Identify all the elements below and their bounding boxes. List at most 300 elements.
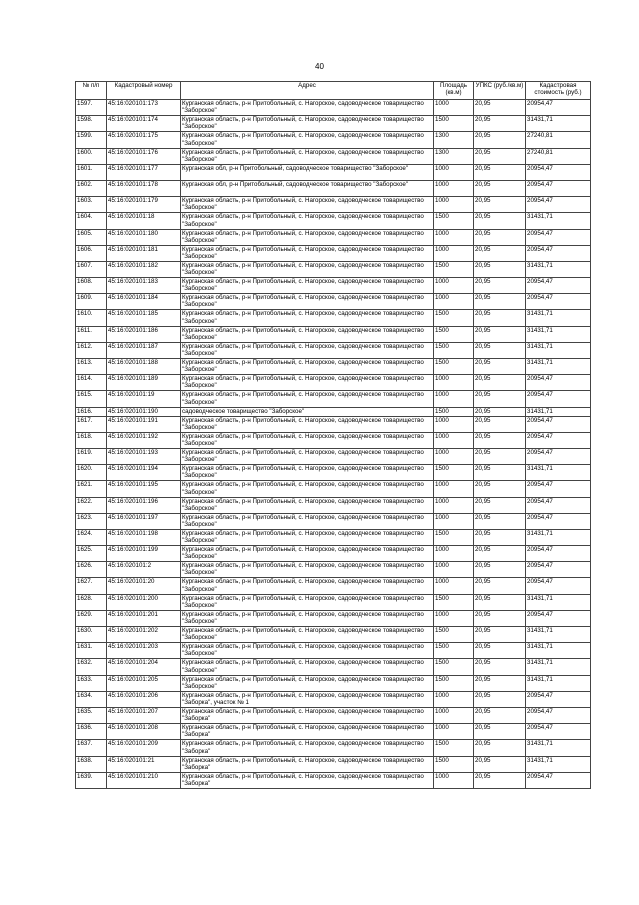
cadastral-value-cell: 20954,47 <box>526 724 591 740</box>
cadastral-value-cell: 20954,47 <box>526 578 591 594</box>
row-number-cell: 1610. <box>76 310 107 326</box>
area-cell: 1000 <box>434 278 474 294</box>
area-cell: 1000 <box>434 416 474 432</box>
row-number-cell: 1598. <box>76 116 107 132</box>
row-number-cell: 1603. <box>76 197 107 213</box>
address-cell: Курганская область, р-н Притобольный, с. Нагорское, садоводческое товарищество "Заборка" <box>181 740 434 756</box>
row-number-cell: 1632. <box>76 659 107 675</box>
row-number-cell: 1615. <box>76 391 107 407</box>
row-number-cell: 1625. <box>76 546 107 562</box>
cadastral-value-cell: 20954,47 <box>526 772 591 788</box>
area-cell: 1000 <box>434 100 474 116</box>
table-row <box>76 756 591 772</box>
address-cell: Курганская область, р-н Притобольный, с. Нагорское, садоводческое товарищество "Заборское" <box>181 116 434 132</box>
upks-cell: 20,95 <box>474 481 526 497</box>
upks-cell: 20,95 <box>474 610 526 626</box>
header-value: Кадастровая стоимость (руб.) <box>526 82 591 100</box>
table-row <box>76 448 591 464</box>
area-cell: 1000 <box>434 229 474 245</box>
cadastral-value-cell: 20954,47 <box>526 448 591 464</box>
header-cadastral: Кадастровый номер <box>107 82 181 100</box>
upks-cell: 20,95 <box>474 148 526 164</box>
cadastral-value-cell: 20954,47 <box>526 416 591 432</box>
table-row <box>76 197 591 213</box>
cadastral-value-cell: 20954,47 <box>526 100 591 116</box>
address-cell: Курганская область, р-н Притобольный, с. Нагорское, садоводческое товарищество "Заборское" <box>181 627 434 643</box>
area-cell: 1000 <box>434 294 474 310</box>
row-number-cell: 1607. <box>76 261 107 277</box>
area-cell: 1500 <box>434 740 474 756</box>
area-cell: 1500 <box>434 756 474 772</box>
table-row <box>76 294 591 310</box>
area-cell: 1000 <box>434 497 474 513</box>
table-row <box>76 116 591 132</box>
area-cell: 1000 <box>434 180 474 196</box>
area-cell: 1500 <box>434 359 474 375</box>
upks-cell: 20,95 <box>474 675 526 691</box>
address-cell: Курганская область, р-н Притобольный, с. Нагорское, садоводческое товарищество "Заборка" <box>181 772 434 788</box>
upks-cell: 20,95 <box>474 513 526 529</box>
area-cell: 1500 <box>434 643 474 659</box>
cadastral-value-cell: 20954,47 <box>526 432 591 448</box>
row-number-cell: 1612. <box>76 342 107 358</box>
address-cell: Курганская область, р-н Притобольный, с. Нагорское, садоводческое товарищество "Заборское" <box>181 213 434 229</box>
address-cell: Курганская область, р-н Притобольный, с. Нагорское, садоводческое товарищество "Заборское" <box>181 497 434 513</box>
table-row <box>76 529 591 545</box>
cadastral-number-cell: 45:16:020101:202 <box>107 627 181 643</box>
address-cell: Курганская область, р-н Притобольный, с. Нагорское, садоводческое товарищество "Заборское" <box>181 529 434 545</box>
cadastral-value-cell: 27240,81 <box>526 148 591 164</box>
area-cell: 1000 <box>434 448 474 464</box>
cadastral-number-cell: 45:16:020101:175 <box>107 132 181 148</box>
cadastral-value-cell: 20954,47 <box>526 245 591 261</box>
cadastral-value-cell: 31431,71 <box>526 756 591 772</box>
row-number-cell: 1630. <box>76 627 107 643</box>
cadastral-number-cell: 45:16:020101:20 <box>107 578 181 594</box>
cadastral-number-cell: 45:16:020101:195 <box>107 481 181 497</box>
table-row <box>76 481 591 497</box>
cadastral-number-cell: 45:16:020101:19 <box>107 391 181 407</box>
cadastral-number-cell: 45:16:020101:210 <box>107 772 181 788</box>
cadastral-value-cell: 31431,71 <box>526 594 591 610</box>
upks-cell: 20,95 <box>474 448 526 464</box>
row-number-cell: 1619. <box>76 448 107 464</box>
cadastral-number-cell: 45:16:020101:199 <box>107 546 181 562</box>
address-cell: Курганская область, р-н Притобольный, с. Нагорское, садоводческое товарищество "Заборское" <box>181 229 434 245</box>
cadastral-number-cell: 45:16:020101:173 <box>107 100 181 116</box>
upks-cell: 20,95 <box>474 342 526 358</box>
area-cell: 1000 <box>434 164 474 180</box>
table-row <box>76 391 591 407</box>
cadastral-table <box>75 81 591 789</box>
upks-cell: 20,95 <box>474 229 526 245</box>
area-cell: 1500 <box>434 594 474 610</box>
cadastral-number-cell: 45:16:020101:204 <box>107 659 181 675</box>
address-cell: Курганская область, р-н Притобольный, с. Нагорское, садоводческое товарищество "Заборка" <box>181 724 434 740</box>
upks-cell: 20,95 <box>474 546 526 562</box>
row-number-cell: 1627. <box>76 578 107 594</box>
row-number-cell: 1601. <box>76 164 107 180</box>
row-number-cell: 1634. <box>76 691 107 707</box>
table-row <box>76 643 591 659</box>
cadastral-value-cell: 31431,71 <box>526 529 591 545</box>
upks-cell: 20,95 <box>474 465 526 481</box>
cadastral-number-cell: 45:16:020101:189 <box>107 375 181 391</box>
area-cell: 1000 <box>434 481 474 497</box>
cadastral-value-cell: 20954,47 <box>526 497 591 513</box>
address-cell: Курганская область, р-н Притобольный, с. Нагорское, садоводческое товарищество "Заборское" <box>181 432 434 448</box>
upks-cell: 20,95 <box>474 180 526 196</box>
upks-cell: 20,95 <box>474 391 526 407</box>
cadastral-number-cell: 45:16:020101:197 <box>107 513 181 529</box>
row-number-cell: 1600. <box>76 148 107 164</box>
upks-cell: 20,95 <box>474 116 526 132</box>
cadastral-number-cell: 45:16:020101:198 <box>107 529 181 545</box>
header-area: Площадь (кв.м) <box>434 82 474 100</box>
table-row <box>76 213 591 229</box>
upks-cell: 20,95 <box>474 407 526 416</box>
cadastral-number-cell: 45:16:020101:187 <box>107 342 181 358</box>
cadastral-number-cell: 45:16:020101:205 <box>107 675 181 691</box>
cadastral-value-cell: 31431,71 <box>526 627 591 643</box>
table-row <box>76 659 591 675</box>
upks-cell: 20,95 <box>474 261 526 277</box>
cadastral-number-cell: 45:16:020101:196 <box>107 497 181 513</box>
area-cell: 1500 <box>434 213 474 229</box>
cadastral-number-cell: 45:16:020101:180 <box>107 229 181 245</box>
address-cell: Курганская область, р-н Притобольный, с. Нагорское, садоводческое товарищество "Заборское" <box>181 594 434 610</box>
cadastral-value-cell: 31431,71 <box>526 310 591 326</box>
row-number-cell: 1621. <box>76 481 107 497</box>
address-cell: Курганская область, р-н Притобольный, с. Нагорское, садоводческое товарищество "Заборское" <box>181 659 434 675</box>
row-number-cell: 1635. <box>76 707 107 723</box>
row-number-cell: 1629. <box>76 610 107 626</box>
upks-cell: 20,95 <box>474 278 526 294</box>
upks-cell: 20,95 <box>474 310 526 326</box>
table-row <box>76 245 591 261</box>
cadastral-value-cell: 20954,47 <box>526 375 591 391</box>
upks-cell: 20,95 <box>474 772 526 788</box>
table-row <box>76 375 591 391</box>
upks-cell: 20,95 <box>474 213 526 229</box>
address-cell: Курганская область, р-н Притобольный, с. Нагорское, садоводческое товарищество "Заборское" <box>181 342 434 358</box>
area-cell: 1500 <box>434 342 474 358</box>
area-cell: 1500 <box>434 116 474 132</box>
cadastral-number-cell: 45:16:020101:191 <box>107 416 181 432</box>
cadastral-number-cell: 45:16:020101:203 <box>107 643 181 659</box>
upks-cell: 20,95 <box>474 740 526 756</box>
cadastral-value-cell: 20954,47 <box>526 481 591 497</box>
row-number-cell: 1605. <box>76 229 107 245</box>
address-cell: Курганская область, р-н Притобольный, с. Нагорское, садоводческое товарищество "Заборское" <box>181 513 434 529</box>
table-row <box>76 724 591 740</box>
address-cell: Курганская область, р-н Притобольный, с. Нагорское, садоводческое товарищество "Заборское" <box>181 416 434 432</box>
upks-cell: 20,95 <box>474 594 526 610</box>
row-number-cell: 1604. <box>76 213 107 229</box>
area-cell: 1500 <box>434 465 474 481</box>
cadastral-number-cell: 45:16:020101:188 <box>107 359 181 375</box>
address-cell: Курганская область, р-н Притобольный, с. Нагорское, садоводческое товарищество "Заборское" <box>181 546 434 562</box>
table-row <box>76 342 591 358</box>
upks-cell: 20,95 <box>474 294 526 310</box>
cadastral-number-cell: 45:16:020101:176 <box>107 148 181 164</box>
header-address: Адрес <box>181 82 434 100</box>
cadastral-number-cell: 45:16:020101:182 <box>107 261 181 277</box>
address-cell: Курганская область, р-н Притобольный, с. Нагорское, садоводческое товарищество "Заборское" <box>181 391 434 407</box>
address-cell: Курганская область, р-н Притобольный, с. Нагорское, садоводческое товарищество "Заборское" <box>181 310 434 326</box>
cadastral-value-cell: 20954,47 <box>526 562 591 578</box>
page-number: 40 <box>315 62 324 71</box>
area-cell: 1000 <box>434 610 474 626</box>
cadastral-number-cell: 45:16:020101:186 <box>107 326 181 342</box>
row-number-cell: 1602. <box>76 180 107 196</box>
upks-cell: 20,95 <box>474 724 526 740</box>
area-cell: 1000 <box>434 432 474 448</box>
address-cell: садоводческое товарищество "Заборское" <box>181 407 434 416</box>
row-number-cell: 1606. <box>76 245 107 261</box>
area-cell: 1500 <box>434 310 474 326</box>
address-cell: Курганская область, р-н Притобольный, с. Нагорское, садоводческое товарищество "Заборское" <box>181 148 434 164</box>
upks-cell: 20,95 <box>474 643 526 659</box>
cadastral-number-cell: 45:16:020101:207 <box>107 707 181 723</box>
table-header-row <box>76 82 591 100</box>
upks-cell: 20,95 <box>474 359 526 375</box>
upks-cell: 20,95 <box>474 562 526 578</box>
row-number-cell: 1639. <box>76 772 107 788</box>
table-row <box>76 180 591 196</box>
area-cell: 1000 <box>434 513 474 529</box>
table-row <box>76 546 591 562</box>
row-number-cell: 1637. <box>76 740 107 756</box>
table-row <box>76 740 591 756</box>
cadastral-value-cell: 20954,47 <box>526 610 591 626</box>
table-row <box>76 261 591 277</box>
cadastral-value-cell: 31431,71 <box>526 261 591 277</box>
row-number-cell: 1613. <box>76 359 107 375</box>
address-cell: Курганская область, р-н Притобольный, с. Нагорское, садоводческое товарищество "Заборское" <box>181 278 434 294</box>
address-cell: Курганская область, р-н Притобольный, с. Нагорское, садоводческое товарищество "Заборское" <box>181 465 434 481</box>
address-cell: Курганская область, р-н Притобольный, с. Нагорское, садоводческое товарищество "Заборское" <box>181 610 434 626</box>
cadastral-number-cell: 45:16:020101:194 <box>107 465 181 481</box>
area-cell: 1000 <box>434 197 474 213</box>
table-row <box>76 359 591 375</box>
cadastral-value-cell: 20954,47 <box>526 180 591 196</box>
cadastral-value-cell: 31431,71 <box>526 407 591 416</box>
upks-cell: 20,95 <box>474 659 526 675</box>
cadastral-number-cell: 45:16:020101:183 <box>107 278 181 294</box>
cadastral-value-cell: 31431,71 <box>526 326 591 342</box>
cadastral-value-cell: 31431,71 <box>526 359 591 375</box>
header-upks: УПКС (руб./кв.м) <box>474 82 526 100</box>
cadastral-value-cell: 20954,47 <box>526 391 591 407</box>
area-cell: 1000 <box>434 245 474 261</box>
upks-cell: 20,95 <box>474 691 526 707</box>
row-number-cell: 1614. <box>76 375 107 391</box>
row-number-cell: 1633. <box>76 675 107 691</box>
area-cell: 1000 <box>434 724 474 740</box>
table-row <box>76 416 591 432</box>
cadastral-number-cell: 45:16:020101:178 <box>107 180 181 196</box>
cadastral-number-cell: 45:16:020101:201 <box>107 610 181 626</box>
address-cell: Курганская область, р-н Притобольный, с. Нагорское, садоводческое товарищество "Заборское" <box>181 448 434 464</box>
cadastral-number-cell: 45:16:020101:200 <box>107 594 181 610</box>
address-cell: Курганская область, р-н Притобольный, с. Нагорское, садоводческое товарищество "Заборское" <box>181 261 434 277</box>
address-cell: Курганская обл, р-н Притобольный, садоводческое товарищество "Заборское" <box>181 180 434 196</box>
cadastral-number-cell: 45:16:020101:208 <box>107 724 181 740</box>
address-cell: Курганская область, р-н Притобольный, с. Нагорское, садоводческое товарищество "Заборка" <box>181 707 434 723</box>
cadastral-number-cell: 45:16:020101:174 <box>107 116 181 132</box>
address-cell: Курганская область, р-н Притобольный, с. Нагорское, садоводческое товарищество "Заборское" <box>181 197 434 213</box>
table-row <box>76 675 591 691</box>
table-row <box>76 148 591 164</box>
address-cell: Курганская область, р-н Притобольный, с. Нагорское, садоводческое товарищество "Заборское" <box>181 643 434 659</box>
upks-cell: 20,95 <box>474 756 526 772</box>
cadastral-value-cell: 31431,71 <box>526 740 591 756</box>
table-row <box>76 407 591 416</box>
upks-cell: 20,95 <box>474 132 526 148</box>
cadastral-number-cell: 45:16:020101:179 <box>107 197 181 213</box>
area-cell: 1500 <box>434 529 474 545</box>
address-cell: Курганская область, р-н Притобольный, с. Нагорское, садоводческое товарищество "Заборское" <box>181 375 434 391</box>
row-number-cell: 1611. <box>76 326 107 342</box>
cadastral-value-cell: 20954,47 <box>526 278 591 294</box>
row-number-cell: 1622. <box>76 497 107 513</box>
row-number-cell: 1636. <box>76 724 107 740</box>
area-cell: 1000 <box>434 578 474 594</box>
area-cell: 1000 <box>434 375 474 391</box>
upks-cell: 20,95 <box>474 197 526 213</box>
address-cell: Курганская область, р-н Притобольный, с. Нагорское, садоводческое товарищество "Заборское" <box>181 562 434 578</box>
area-cell: 1000 <box>434 707 474 723</box>
table-row <box>76 691 591 707</box>
cadastral-value-cell: 27240,81 <box>526 132 591 148</box>
table-row <box>76 497 591 513</box>
cadastral-value-cell: 20954,47 <box>526 197 591 213</box>
cadastral-value-cell: 20954,47 <box>526 229 591 245</box>
cadastral-number-cell: 45:16:020101:190 <box>107 407 181 416</box>
area-cell: 1300 <box>434 148 474 164</box>
upks-cell: 20,95 <box>474 432 526 448</box>
table-row <box>76 627 591 643</box>
table-row <box>76 278 591 294</box>
row-number-cell: 1599. <box>76 132 107 148</box>
area-cell: 1000 <box>434 391 474 407</box>
cadastral-value-cell: 31431,71 <box>526 465 591 481</box>
table-row <box>76 465 591 481</box>
cadastral-value-cell: 31431,71 <box>526 675 591 691</box>
upks-cell: 20,95 <box>474 707 526 723</box>
area-cell: 1500 <box>434 627 474 643</box>
cadastral-number-cell: 45:16:020101:192 <box>107 432 181 448</box>
cadastral-number-cell: 45:16:020101:18 <box>107 213 181 229</box>
table-row <box>76 432 591 448</box>
cadastral-value-cell: 20954,47 <box>526 707 591 723</box>
cadastral-value-cell: 31431,71 <box>526 342 591 358</box>
address-cell: Курганская область, р-н Притобольный, с. Нагорское, садоводческое товарищество "Заборка" <box>181 756 434 772</box>
table-row <box>76 229 591 245</box>
row-number-cell: 1638. <box>76 756 107 772</box>
row-number-cell: 1616. <box>76 407 107 416</box>
row-number-cell: 1631. <box>76 643 107 659</box>
row-number-cell: 1624. <box>76 529 107 545</box>
address-cell: Курганская область, р-н Притобольный, с. Нагорское, садоводческое товарищество "Заборка", участок № 1 <box>181 691 434 707</box>
cadastral-value-cell: 20954,47 <box>526 513 591 529</box>
cadastral-number-cell: 45:16:020101:193 <box>107 448 181 464</box>
address-cell: Курганская обл, р-н Притобольный, садоводческое товарищество "Заборское" <box>181 164 434 180</box>
row-number-cell: 1608. <box>76 278 107 294</box>
row-number-cell: 1623. <box>76 513 107 529</box>
cadastral-number-cell: 45:16:020101:181 <box>107 245 181 261</box>
cadastral-value-cell: 20954,47 <box>526 691 591 707</box>
upks-cell: 20,95 <box>474 375 526 391</box>
address-cell: Курганская область, р-н Притобольный, с. Нагорское, садоводческое товарищество "Заборское" <box>181 294 434 310</box>
table-row <box>76 513 591 529</box>
row-number-cell: 1628. <box>76 594 107 610</box>
address-cell: Курганская область, р-н Притобольный, с. Нагорское, садоводческое товарищество "Заборское" <box>181 326 434 342</box>
table-row <box>76 594 591 610</box>
cadastral-value-cell: 31431,71 <box>526 116 591 132</box>
area-cell: 1000 <box>434 562 474 578</box>
table-row <box>76 772 591 788</box>
upks-cell: 20,95 <box>474 164 526 180</box>
table-row <box>76 578 591 594</box>
cadastral-value-cell: 31431,71 <box>526 659 591 675</box>
cadastral-value-cell: 20954,47 <box>526 294 591 310</box>
area-cell: 1000 <box>434 691 474 707</box>
area-cell: 1500 <box>434 675 474 691</box>
cadastral-number-cell: 45:16:020101:185 <box>107 310 181 326</box>
table-row <box>76 310 591 326</box>
address-cell: Курганская область, р-н Притобольный, с. Нагорское, садоводческое товарищество "Заборское" <box>181 675 434 691</box>
area-cell: 1500 <box>434 261 474 277</box>
upks-cell: 20,95 <box>474 245 526 261</box>
address-cell: Курганская область, р-н Притобольный, с. Нагорское, садоводческое товарищество "Заборское" <box>181 132 434 148</box>
upks-cell: 20,95 <box>474 529 526 545</box>
row-number-cell: 1609. <box>76 294 107 310</box>
area-cell: 1500 <box>434 407 474 416</box>
cadastral-number-cell: 45:16:020101:184 <box>107 294 181 310</box>
upks-cell: 20,95 <box>474 416 526 432</box>
header-num: № п/п <box>76 82 107 100</box>
table-body <box>76 100 591 789</box>
upks-cell: 20,95 <box>474 578 526 594</box>
cadastral-number-cell: 45:16:020101:2 <box>107 562 181 578</box>
area-cell: 1500 <box>434 659 474 675</box>
cadastral-value-cell: 31431,71 <box>526 213 591 229</box>
cadastral-number-cell: 45:16:020101:21 <box>107 756 181 772</box>
address-cell: Курганская область, р-н Притобольный, с. Нагорское, садоводческое товарищество "Заборское" <box>181 359 434 375</box>
address-cell: Курганская область, р-н Притобольный, с. Нагорское, садоводческое товарищество "Заборское" <box>181 578 434 594</box>
address-cell: Курганская область, р-н Притобольный, с. Нагорское, садоводческое товарищество "Заборское" <box>181 481 434 497</box>
area-cell: 1000 <box>434 546 474 562</box>
table-row <box>76 707 591 723</box>
address-cell: Курганская область, р-н Притобольный, с. Нагорское, садоводческое товарищество "Заборское" <box>181 245 434 261</box>
row-number-cell: 1597. <box>76 100 107 116</box>
upks-cell: 20,95 <box>474 100 526 116</box>
address-cell: Курганская область, р-н Притобольный, с. Нагорское, садоводческое товарищество "Заборское" <box>181 100 434 116</box>
upks-cell: 20,95 <box>474 627 526 643</box>
cadastral-number-cell: 45:16:020101:206 <box>107 691 181 707</box>
table-row <box>76 326 591 342</box>
cadastral-value-cell: 31431,71 <box>526 643 591 659</box>
row-number-cell: 1626. <box>76 562 107 578</box>
cadastral-number-cell: 45:16:020101:177 <box>107 164 181 180</box>
cadastral-value-cell: 20954,47 <box>526 164 591 180</box>
table-row <box>76 132 591 148</box>
row-number-cell: 1617. <box>76 416 107 432</box>
table-row <box>76 610 591 626</box>
area-cell: 1000 <box>434 772 474 788</box>
